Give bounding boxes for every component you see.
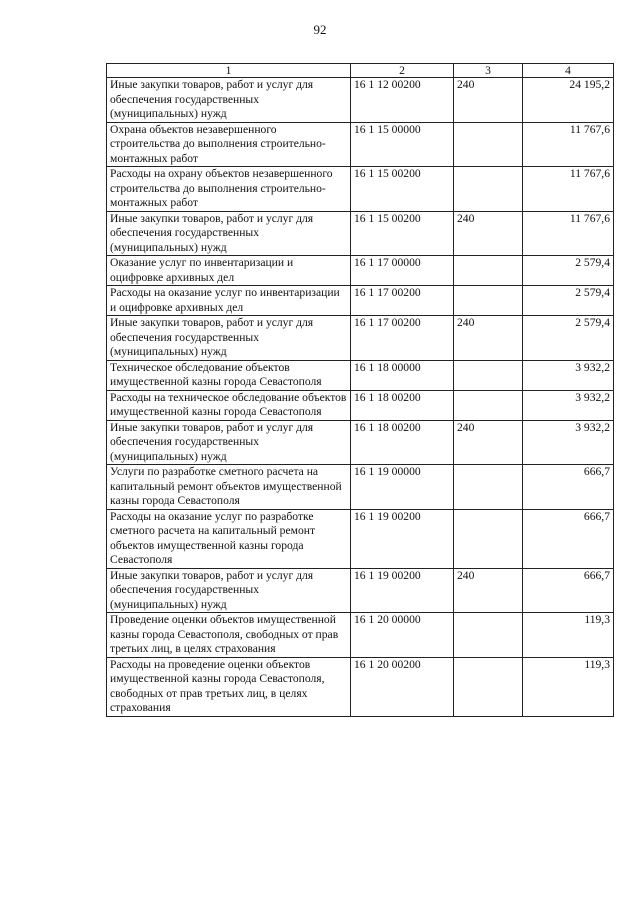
row-type [454,167,523,212]
table-row [107,657,614,716]
row-amount: 11 767,6 [523,211,614,256]
row-name: Проведение оценки объектов имущественной казны города Севастополя, свободных от прав третьих лиц, в целях страхования [107,613,351,658]
row-amount: 666,7 [523,568,614,613]
row-amount: 666,7 [523,465,614,510]
row-amount: 24 195,2 [523,78,614,123]
row-code: 16 1 15 00200 [351,167,454,212]
row-type: 240 [454,78,523,123]
row-amount: 119,3 [523,613,614,658]
row-code: 16 1 15 00000 [351,122,454,167]
column-header-amount: 4 [523,64,614,78]
row-amount: 3 932,2 [523,390,614,420]
row-type [454,286,523,316]
row-name: Расходы на охрану объектов незавершенного строительства до выполнения строительно-монтажных работ [107,167,351,212]
budget-table [106,63,614,717]
row-name: Иные закупки товаров, работ и услуг для обеспечения государственных (муниципальных) нужд [107,420,351,465]
row-code: 16 1 19 00200 [351,509,454,568]
row-type: 240 [454,211,523,256]
row-name: Иные закупки товаров, работ и услуг для обеспечения государственных (муниципальных) нужд [107,316,351,361]
row-type [454,613,523,658]
row-amount: 3 932,2 [523,420,614,465]
column-header-name: 1 [107,64,351,78]
table-row [107,211,614,256]
row-type [454,657,523,716]
row-name: Техническое обследование объектов имущественной казны города Севастополя [107,360,351,390]
row-type [454,390,523,420]
row-name: Охрана объектов незавершенного строительства до выполнения строительно-монтажных работ [107,122,351,167]
table-row [107,360,614,390]
table-header-row [107,64,614,78]
table-row [107,316,614,361]
row-name: Расходы на оказание услуг по инвентаризации и оцифровке архивных дел [107,286,351,316]
table-row [107,465,614,510]
row-name: Услуги по разработке сметного расчета на капитальный ремонт объектов имущественной казны города Севастополя [107,465,351,510]
row-amount: 11 767,6 [523,122,614,167]
row-code: 16 1 12 00200 [351,78,454,123]
row-name: Иные закупки товаров, работ и услуг для обеспечения государственных (муниципальных) нужд [107,568,351,613]
row-amount: 119,3 [523,657,614,716]
table-row [107,256,614,286]
row-code: 16 1 19 00000 [351,465,454,510]
row-type [454,509,523,568]
table-row [107,286,614,316]
row-type [454,256,523,286]
row-amount: 666,7 [523,509,614,568]
row-type [454,122,523,167]
row-type: 240 [454,420,523,465]
row-name: Иные закупки товаров, работ и услуг для обеспечения государственных (муниципальных) нужд [107,78,351,123]
row-type: 240 [454,316,523,361]
page-number: 92 [313,22,327,37]
table-row [107,390,614,420]
table-row [107,167,614,212]
row-name: Оказание услуг по инвентаризации и оцифровке архивных дел [107,256,351,286]
column-header-code: 2 [351,64,454,78]
row-code: 16 1 17 00000 [351,256,454,286]
row-amount: 11 767,6 [523,167,614,212]
row-amount: 2 579,4 [523,286,614,316]
table-row [107,568,614,613]
row-name: Расходы на оказание услуг по разработке сметного расчета на капитальный ремонт объектов имущественной казны города Севастополя [107,509,351,568]
row-code: 16 1 20 00000 [351,613,454,658]
row-code: 16 1 17 00200 [351,316,454,361]
row-type [454,465,523,510]
row-amount: 3 932,2 [523,360,614,390]
table-row [107,420,614,465]
table-row [107,509,614,568]
row-code: 16 1 20 00200 [351,657,454,716]
row-code: 16 1 19 00200 [351,568,454,613]
row-type: 240 [454,568,523,613]
row-name: Иные закупки товаров, работ и услуг для обеспечения государственных (муниципальных) нужд [107,211,351,256]
row-amount: 2 579,4 [523,256,614,286]
table-row [107,122,614,167]
row-code: 16 1 18 00000 [351,360,454,390]
table-row [107,78,614,123]
row-name: Расходы на техническое обследование объектов имущественной казны города Севастополя [107,390,351,420]
row-type [454,360,523,390]
row-code: 16 1 18 00200 [351,420,454,465]
row-name: Расходы на проведение оценки объектов имущественной казны города Севастополя, свободных от прав третьих лиц, в целях страхования [107,657,351,716]
table-row [107,613,614,658]
row-code: 16 1 17 00200 [351,286,454,316]
row-code: 16 1 15 00200 [351,211,454,256]
row-code: 16 1 18 00200 [351,390,454,420]
column-header-type: 3 [454,64,523,78]
row-amount: 2 579,4 [523,316,614,361]
